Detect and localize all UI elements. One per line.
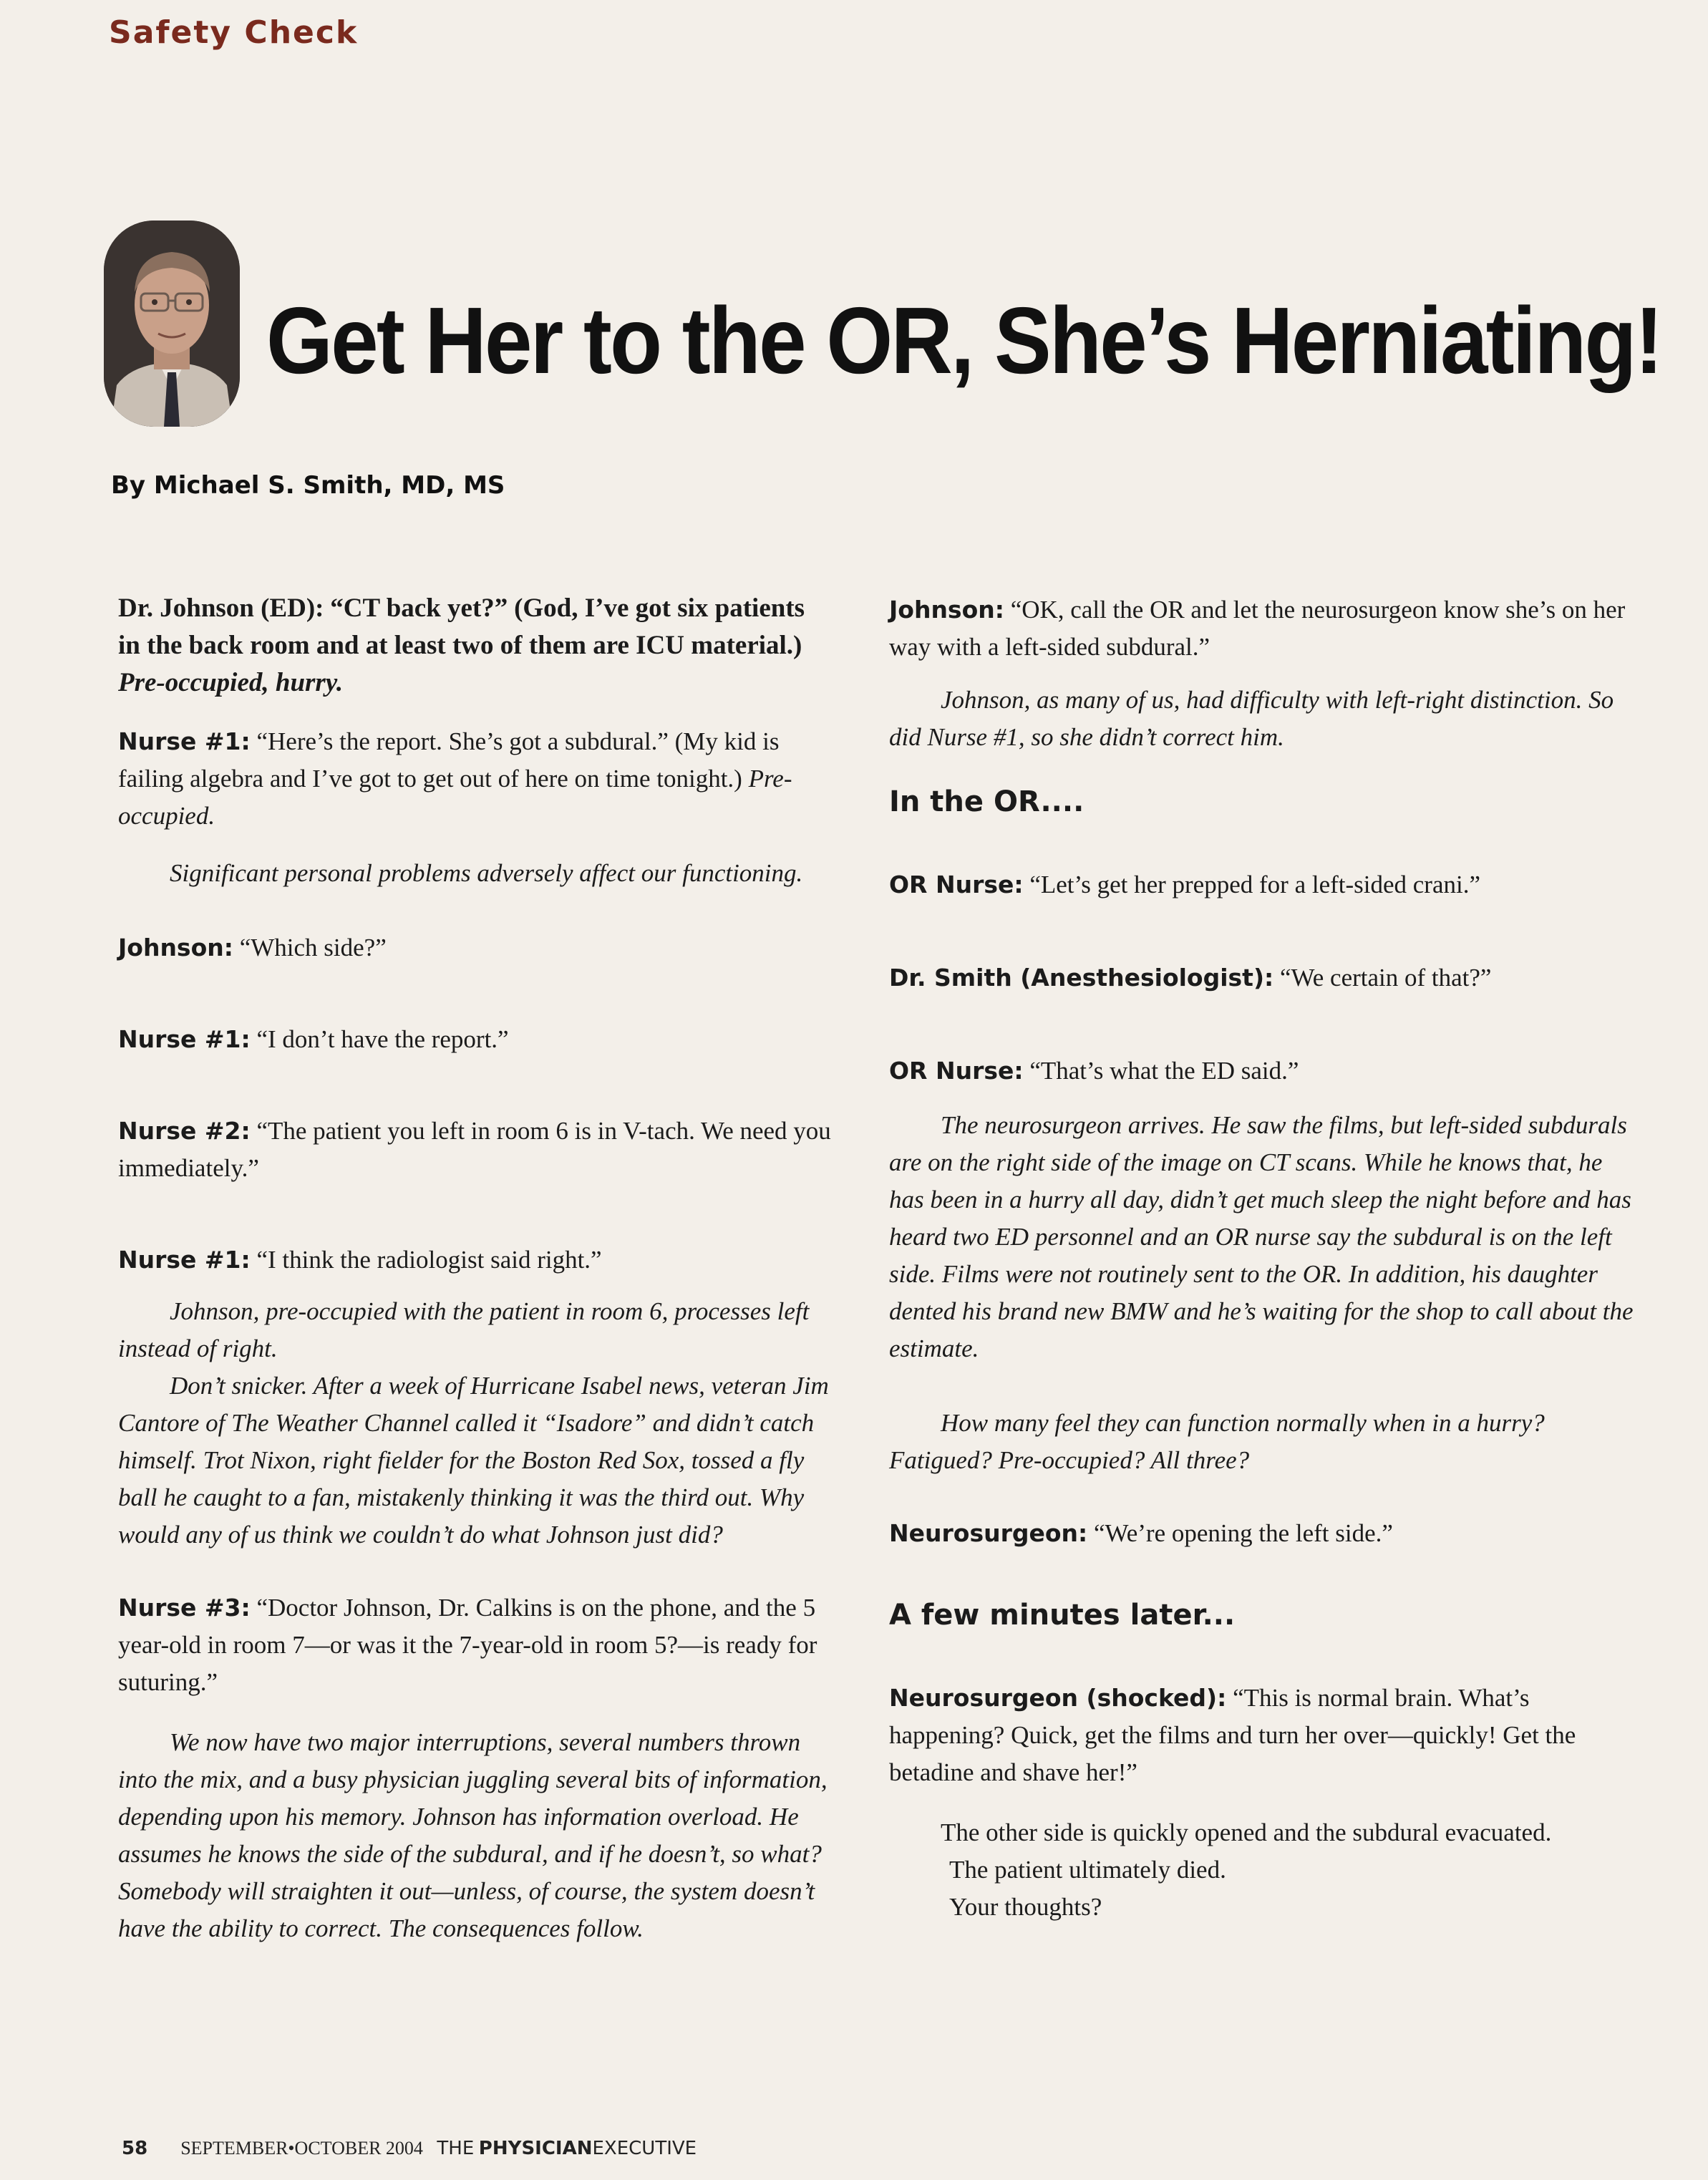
dialogue-text: “Here’s the report. She’s got a subdural.” (My kid is failing algebra and I’ve got to get out of here on time tonight.) <box>118 727 780 793</box>
dialogue-block <box>889 1680 1634 1791</box>
dialogue-text: “That’s what the ED said.” <box>1029 1057 1299 1085</box>
speaker: Nurse #2: <box>118 1117 251 1145</box>
speaker: Johnson: <box>889 596 1004 624</box>
commentary: We now have two major interruptions, several numbers thrown into the mix, and a busy physician juggling several bits of information, depending upon his memory. Johnson has information overload. He assumes he knows the side of the subdural, and if he doesn’t, so what? Somebody will straighten it out—unless, of course, the system doesn’t have the ability to correct. The consequences follow. <box>118 1728 828 1942</box>
commentary: Johnson, pre-occupied with the patient in room 6, processes left instead of right. <box>118 1297 810 1362</box>
speaker: Neurosurgeon: <box>889 1519 1088 1547</box>
closing-text: Your thoughts? <box>949 1893 1102 1921</box>
dialogue-text: “Which side?” <box>239 934 387 961</box>
speaker: Johnson: <box>118 934 233 961</box>
right-column <box>889 591 1634 1926</box>
aside: (God, I’ve got six patients in the back room and at least two of them are ICU material.) <box>118 594 805 660</box>
dialogue-text: “Let’s get her prepped for a left-sided crani.” <box>1029 871 1481 898</box>
speaker: Dr. Smith (Anesthesiologist): <box>889 964 1274 992</box>
dialogue-block <box>118 590 823 702</box>
byline: By Michael S. Smith, MD, MS <box>111 471 505 500</box>
magazine-the: THE <box>437 2138 475 2159</box>
commentary: Don’t snicker. After a week of Hurricane Isabel news, veteran Jim Cantore of The Weather Channel called it “Isadore” and didn’t catch himself. Trot Nixon, right fielder for the Boston Red Sox, tossed a fly ball he caught to a fan, mistakenly thinking it was the third out. Why would any of us think we couldn’t do what Johnson just did? <box>118 1372 829 1549</box>
speaker: Nurse #1: <box>118 1025 251 1053</box>
speaker: OR Nurse: <box>889 871 1024 898</box>
dialogue-block <box>118 1113 845 1187</box>
commentary: Significant personal problems adversely affect our functioning. <box>170 859 803 887</box>
speaker: OR Nurse: <box>889 1057 1024 1085</box>
dialogue-block <box>889 1052 1634 1090</box>
commentary: How many feel they can function normally when in a hurry? Fatigued? Pre-occupied? All three? <box>889 1409 1545 1474</box>
dialogue-block <box>118 1241 845 1279</box>
dialogue-text: “This is normal brain. What’s happening? Quick, get the films and turn her over—quickly! Get the betadine and shave her!” <box>889 1684 1576 1786</box>
closing-text: The other side is quickly opened and the subdural evacuated. <box>941 1818 1552 1846</box>
magazine-executive: EXECUTIVE <box>592 2138 697 2159</box>
note: Pre-occupied. <box>118 765 792 830</box>
dialogue-text: “The patient you left in room 6 is in V-tach. We need you immediately.” <box>118 1117 831 1182</box>
dialogue-block <box>118 1589 845 1701</box>
speaker: Nurse #1: <box>118 727 251 755</box>
subheading-in-the-or: In the OR.... <box>889 785 1085 818</box>
quote: “CT back yet?” <box>330 594 508 623</box>
dialogue-text: “We’re opening the left side.” <box>1093 1519 1393 1547</box>
dialogue-text: “I think the radiologist said right.” <box>256 1246 602 1274</box>
magazine-name: PHYSICIAN <box>478 2138 593 2159</box>
speaker: Neurosurgeon (shocked): <box>889 1684 1227 1712</box>
dialogue-text: “I don’t have the report.” <box>256 1025 509 1053</box>
article-title: Get Her to the OR, She’s Herniating! <box>266 288 1661 393</box>
author-photo <box>104 221 240 427</box>
dialogue-block <box>889 959 1634 997</box>
dialogue-block <box>889 1515 1634 1552</box>
issue-date: SEPTEMBER•OCTOBER 2004 <box>180 2138 423 2159</box>
author-portrait-image <box>104 221 240 427</box>
note: Pre-occupied, hurry. <box>118 668 344 697</box>
dialogue-block <box>889 866 1634 904</box>
dialogue-text: “OK, call the OR and let the neurosurgeon know she’s on her way with a left-sided subdural.” <box>889 596 1626 661</box>
page-number: 58 <box>122 2138 148 2159</box>
dialogue-text: “We certain of that?” <box>1279 964 1492 992</box>
speaker: Nurse #1: <box>118 1246 251 1274</box>
subheading-few-minutes-later: A few minutes later... <box>889 1599 1236 1632</box>
speaker: Nurse #3: <box>118 1594 251 1622</box>
left-column <box>118 590 845 1947</box>
section-label: Safety Check <box>109 14 359 51</box>
dialogue-block <box>889 591 1634 666</box>
commentary: Johnson, as many of us, had difficulty with left-right distinction. So did Nurse #1, so she didn’t correct him. <box>889 686 1614 751</box>
dialogue-block <box>118 1021 845 1058</box>
dialogue-block <box>118 723 845 835</box>
speaker: Dr. Johnson (ED): <box>118 594 324 623</box>
dialogue-block <box>118 929 845 967</box>
dialogue-text: “Doctor Johnson, Dr. Calkins is on the phone, and the 5 year-old in room 7—or was it the 7-year-old in room 5?—is ready for suturing.” <box>118 1594 817 1696</box>
closing-text: The patient ultimately died. <box>949 1856 1226 1884</box>
page-footer <box>122 2138 697 2159</box>
commentary: The neurosurgeon arrives. He saw the films, but left-sided subdurals are on the right side of the image on CT scans. While he knows that, he has been in a hurry all day, didn’t get much sleep the night before and has heard two ED personnel and an OR nurse say the subdural is on the left side. Films were not routinely sent to the OR. In addition, his daughter dented his brand new BMW and he’s waiting for the shop to call about the estimate. <box>889 1111 1634 1362</box>
